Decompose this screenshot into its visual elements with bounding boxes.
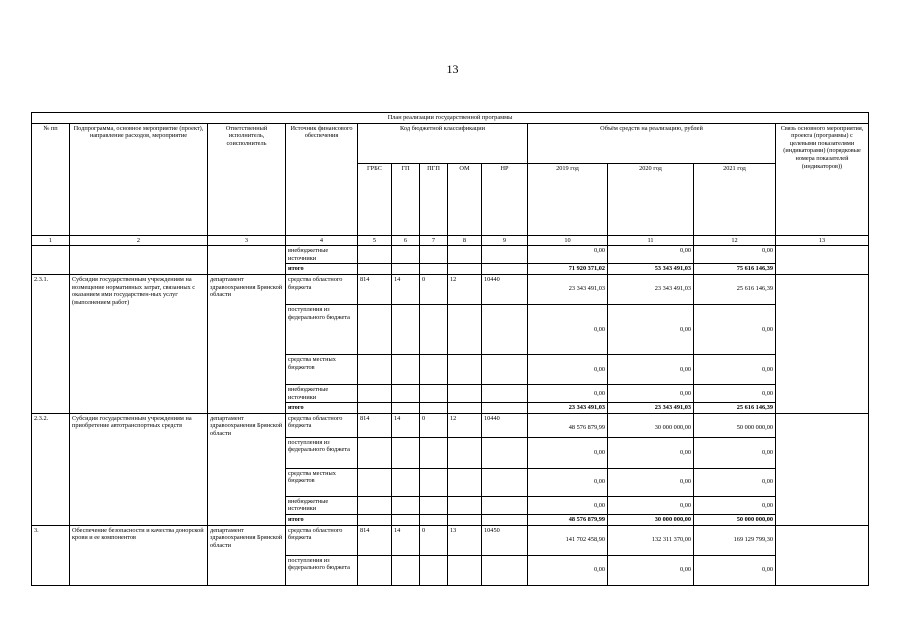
value-2020: 0,00 [608, 437, 694, 468]
code-pgp [420, 496, 448, 514]
code-nr [482, 403, 528, 414]
value-2021: 0,00 [694, 304, 776, 354]
code-nr [482, 437, 528, 468]
value-2021: 75 616 146,39 [694, 264, 776, 275]
code-nr [482, 555, 528, 585]
header-gp: ГП [392, 163, 420, 235]
table-row [32, 246, 869, 264]
source-cell: поступления из федерального бюджета [286, 555, 358, 585]
code-om: 12 [448, 413, 482, 437]
code-pgp [420, 468, 448, 496]
value-2020: 30 000 000,00 [608, 413, 694, 437]
value-2021: 0,00 [694, 354, 776, 384]
code-om [448, 437, 482, 468]
code-grbs: 814 [358, 413, 392, 437]
value-2019: 48 576 879,99 [528, 413, 608, 437]
code-nr: 10440 [482, 274, 528, 304]
code-gp [392, 403, 420, 414]
code-gp [392, 304, 420, 354]
code-gp [392, 437, 420, 468]
code-om [448, 555, 482, 585]
col-number: 10 [528, 235, 608, 246]
table-row [32, 525, 869, 555]
code-om [448, 304, 482, 354]
code-om: 12 [448, 274, 482, 304]
indicator-link-cell [776, 413, 869, 525]
code-gp [392, 468, 420, 496]
source-cell: итого [286, 514, 358, 525]
executor-cell: департамент здравоохранения Брянской области [208, 525, 286, 585]
code-nr [482, 384, 528, 402]
value-2019: 0,00 [528, 304, 608, 354]
code-grbs [358, 468, 392, 496]
indicator-link-cell [776, 274, 869, 413]
code-pgp [420, 514, 448, 525]
value-2020: 0,00 [608, 496, 694, 514]
table-title-row [32, 113, 869, 124]
header-source: Источник финансового обеспечения [286, 123, 358, 235]
col-number: 13 [776, 235, 869, 246]
code-gp: 14 [392, 525, 420, 555]
code-pgp [420, 437, 448, 468]
value-2019: 23 343 491,03 [528, 274, 608, 304]
value-2019: 23 343 491,03 [528, 403, 608, 414]
program-plan-table [31, 112, 869, 586]
source-cell: средства областного бюджета [286, 274, 358, 304]
header-subprogram: Подпрограмма, основное мероприятие (проект), направление расходов, мероприятие [70, 123, 208, 235]
measure-name: Обеспечение безопасности и качества донорской крови и ее компонентов [70, 525, 208, 585]
header-link: Связь основного мероприятия, проекта (программы) с целевыми показателями (индикаторами) (порядковые номера показателей (индикаторов)) [776, 123, 869, 235]
value-2021: 25 616 146,39 [694, 274, 776, 304]
source-cell: итого [286, 264, 358, 275]
code-om: 13 [448, 525, 482, 555]
value-2019: 48 576 879,99 [528, 514, 608, 525]
code-grbs [358, 555, 392, 585]
header-grbs: ГРБС [358, 163, 392, 235]
value-2019: 0,00 [528, 555, 608, 585]
value-2019: 0,00 [528, 437, 608, 468]
code-pgp: 0 [420, 413, 448, 437]
value-2020: 0,00 [608, 246, 694, 264]
row-number: 2.3.2. [32, 413, 70, 525]
value-2020: 0,00 [608, 468, 694, 496]
value-2021: 0,00 [694, 384, 776, 402]
header-num: № пп [32, 123, 70, 235]
source-cell: средства местных бюджетов [286, 468, 358, 496]
code-pgp [420, 555, 448, 585]
header-volume: Объём средств на реализацию, рублей [528, 123, 776, 163]
measure-name: Субсидия государственным учреждениям на приобретение автотранспортных средств [70, 413, 208, 525]
code-pgp [420, 384, 448, 402]
code-gp [392, 384, 420, 402]
source-cell: внебюджетные источники [286, 496, 358, 514]
header-row-1 [32, 123, 869, 163]
table-row [32, 413, 869, 437]
source-cell: средства местных бюджетов [286, 354, 358, 384]
code-grbs [358, 437, 392, 468]
value-2021: 0,00 [694, 555, 776, 585]
source-cell: средства областного бюджета [286, 413, 358, 437]
header-executor: Ответственный исполнитель, соисполнитель [208, 123, 286, 235]
source-cell: внебюджетные источники [286, 384, 358, 402]
executor-cell: департамент здравоохранения Брянской области [208, 274, 286, 413]
value-2021: 50 000 000,00 [694, 413, 776, 437]
header-nr: НР [482, 163, 528, 235]
value-2021: 0,00 [694, 246, 776, 264]
value-2021: 0,00 [694, 496, 776, 514]
col-number: 1 [32, 235, 70, 246]
page-number: 13 [446, 62, 459, 76]
value-2019: 0,00 [528, 354, 608, 384]
source-cell: итого [286, 403, 358, 414]
value-2019: 71 920 371,02 [528, 264, 608, 275]
col-number: 6 [392, 235, 420, 246]
code-om [448, 384, 482, 402]
col-number: 12 [694, 235, 776, 246]
code-om [448, 354, 482, 384]
value-2021: 169 129 799,30 [694, 525, 776, 555]
code-grbs [358, 384, 392, 402]
value-2021: 25 616 146,39 [694, 403, 776, 414]
col-number: 3 [208, 235, 286, 246]
row-number: 2.3.1. [32, 274, 70, 413]
col-number: 9 [482, 235, 528, 246]
code-nr [482, 496, 528, 514]
col-number: 8 [448, 235, 482, 246]
code-pgp: 0 [420, 525, 448, 555]
value-2019: 0,00 [528, 246, 608, 264]
code-gp [392, 496, 420, 514]
code-pgp [420, 304, 448, 354]
value-2019: 0,00 [528, 468, 608, 496]
code-pgp [420, 403, 448, 414]
table-row [32, 274, 869, 304]
source-cell: поступления из федерального бюджета [286, 304, 358, 354]
code-om [448, 496, 482, 514]
code-grbs: 814 [358, 274, 392, 304]
indicator-link-cell [776, 525, 869, 585]
code-pgp [420, 354, 448, 384]
source-cell: поступления из федерального бюджета [286, 437, 358, 468]
code-gp: 14 [392, 413, 420, 437]
code-nr [482, 514, 528, 525]
executor-cell: департамент здравоохранения Брянской области [208, 413, 286, 525]
code-nr [482, 468, 528, 496]
value-2020: 23 343 491,03 [608, 274, 694, 304]
value-2020: 23 343 491,03 [608, 403, 694, 414]
source-cell: внебюджетные источники [286, 246, 358, 264]
code-om [448, 468, 482, 496]
code-gp [392, 555, 420, 585]
value-2019: 0,00 [528, 496, 608, 514]
row-number: 3. [32, 525, 70, 585]
code-pgp: 0 [420, 274, 448, 304]
code-nr: 10440 [482, 413, 528, 437]
code-om [448, 514, 482, 525]
header-pgp: ПГП [420, 163, 448, 235]
code-nr [482, 354, 528, 384]
header-2019: 2019 год [528, 163, 608, 235]
value-2020: 0,00 [608, 384, 694, 402]
code-grbs [358, 514, 392, 525]
measure-name: Субсидия государственным учреждениям на возмещение нормативных затрат, связанных с оказанием ими государствен-ных услуг (выполнением работ) [70, 274, 208, 413]
value-2020: 0,00 [608, 304, 694, 354]
code-om [448, 403, 482, 414]
value-2020: 53 343 491,03 [608, 264, 694, 275]
source-cell: средства областного бюджета [286, 525, 358, 555]
code-grbs: 814 [358, 525, 392, 555]
value-2020: 0,00 [608, 354, 694, 384]
value-2020: 132 311 370,00 [608, 525, 694, 555]
col-number: 2 [70, 235, 208, 246]
value-2021: 50 000 000,00 [694, 514, 776, 525]
column-numbers-row [32, 235, 869, 246]
header-2020: 2020 год [608, 163, 694, 235]
header-om: ОМ [448, 163, 482, 235]
col-number: 4 [286, 235, 358, 246]
table-title: План реализации государственной программы [32, 113, 869, 124]
code-gp [392, 514, 420, 525]
header-budget-code: Код бюджетной классификации [358, 123, 528, 163]
code-gp: 14 [392, 274, 420, 304]
code-grbs [358, 403, 392, 414]
value-2021: 0,00 [694, 437, 776, 468]
code-nr: 10450 [482, 525, 528, 555]
col-number: 7 [420, 235, 448, 246]
value-2019: 0,00 [528, 384, 608, 402]
code-grbs [358, 304, 392, 354]
value-2020: 30 000 000,00 [608, 514, 694, 525]
header-2021: 2021 год [694, 163, 776, 235]
code-grbs [358, 354, 392, 384]
col-number: 11 [608, 235, 694, 246]
value-2020: 0,00 [608, 555, 694, 585]
code-grbs [358, 496, 392, 514]
value-2021: 0,00 [694, 468, 776, 496]
value-2019: 141 702 458,90 [528, 525, 608, 555]
code-nr [482, 304, 528, 354]
code-gp [392, 354, 420, 384]
col-number: 5 [358, 235, 392, 246]
